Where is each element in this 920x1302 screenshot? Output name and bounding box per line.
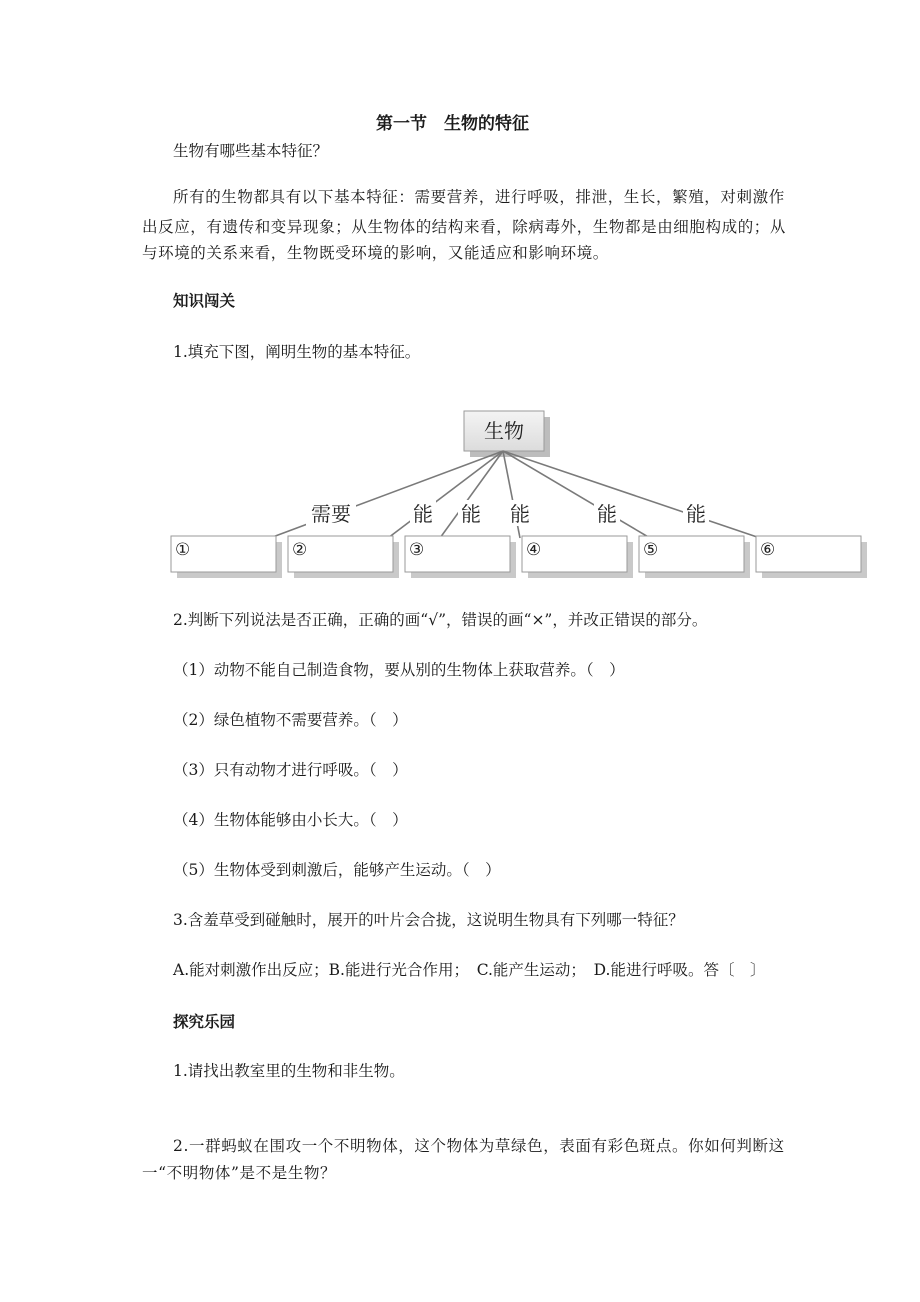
- answer-box-4: [522, 536, 633, 578]
- paragraph-line-3: 与环境的关系来看，生物既受环境的影响，又能适应和影响环境。: [142, 244, 609, 262]
- paragraph-line-1: 所有的生物都具有以下基本特征：需要营养，进行呼吸，排泄，生长，繁殖，对刺激作: [173, 188, 785, 206]
- question-1: 1.填充下图，阐明生物的基本特征。: [173, 343, 421, 361]
- question-2: 2.判断下列说法是否正确，正确的画“√”，错误的画“×”，并改正错误的部分。: [173, 611, 708, 629]
- section-heading-knowledge: 知识闯关: [173, 291, 236, 310]
- question-2-item-1: （1）动物不能自己制造食物，要从别的生物体上获取营养。（ ）: [173, 661, 625, 679]
- root-node-label: 生物: [484, 419, 524, 443]
- explore-question-2-line-1: 2.一群蚂蚁在围攻一个不明物体，这个物体为草绿色，表面有彩色斑点。你如何判断这: [173, 1137, 785, 1155]
- question-2-item-2: （2）绿色植物不需要营养。（ ）: [173, 711, 408, 729]
- branch-label-6: 能: [686, 502, 706, 526]
- characteristics-diagram: [0, 0, 920, 600]
- answer-box-2-number: ②: [292, 540, 308, 560]
- explore-question-1: 1.请找出教室里的生物和非生物。: [173, 1062, 405, 1080]
- answer-box-6-number: ⑥: [760, 540, 776, 560]
- branch-label-5: 能: [597, 502, 617, 526]
- connector-line-6: [503, 451, 760, 538]
- question-3: 3.含羞草受到碰触时，展开的叶片会合拢，这说明生物具有下列哪一特征？: [173, 911, 684, 929]
- answer-box-2: [288, 536, 399, 578]
- answer-box-3: [405, 536, 516, 578]
- answer-box-6: [756, 536, 867, 578]
- answer-box-4-number: ④: [526, 540, 542, 560]
- answer-box-5: [639, 536, 750, 578]
- paragraph-line-2: 出反应，有遗传和变异现象；从生物体的结构来看，除病毒外，生物都是由细胞构成的；从: [142, 218, 787, 236]
- branch-label-1: 需要: [311, 502, 351, 526]
- answer-box-3-number: ③: [409, 540, 425, 560]
- answer-box-1: [171, 536, 282, 578]
- intro-question: 生物有哪些基本特征？: [173, 142, 329, 160]
- branch-label-4: 能: [510, 502, 530, 526]
- root-node: [464, 411, 550, 457]
- answer-box-1-number: ①: [175, 540, 191, 560]
- section-heading-explore: 探究乐园: [173, 1012, 236, 1031]
- question-2-item-5: （5）生物体受到刺激后，能够产生运动。（ ）: [173, 861, 501, 879]
- answer-box-5-number: ⑤: [643, 540, 659, 560]
- question-2-item-4: （4）生物体能够由小长大。（ ）: [173, 811, 408, 829]
- branch-label-2: 能: [413, 502, 433, 526]
- page-title: 第一节 生物的特征: [376, 114, 529, 134]
- connector-line-2: [388, 451, 503, 538]
- branch-label-3: 能: [461, 502, 481, 526]
- explore-question-2-line-2: 一“不明物体”是不是生物？: [142, 1164, 337, 1182]
- question-2-item-3: （3）只有动物才进行呼吸。（ ）: [173, 761, 408, 779]
- question-3-options: A.能对刺激作出反应；B.能进行光合作用； C.能产生运动； D.能进行呼吸。答〔 〕: [173, 961, 766, 979]
